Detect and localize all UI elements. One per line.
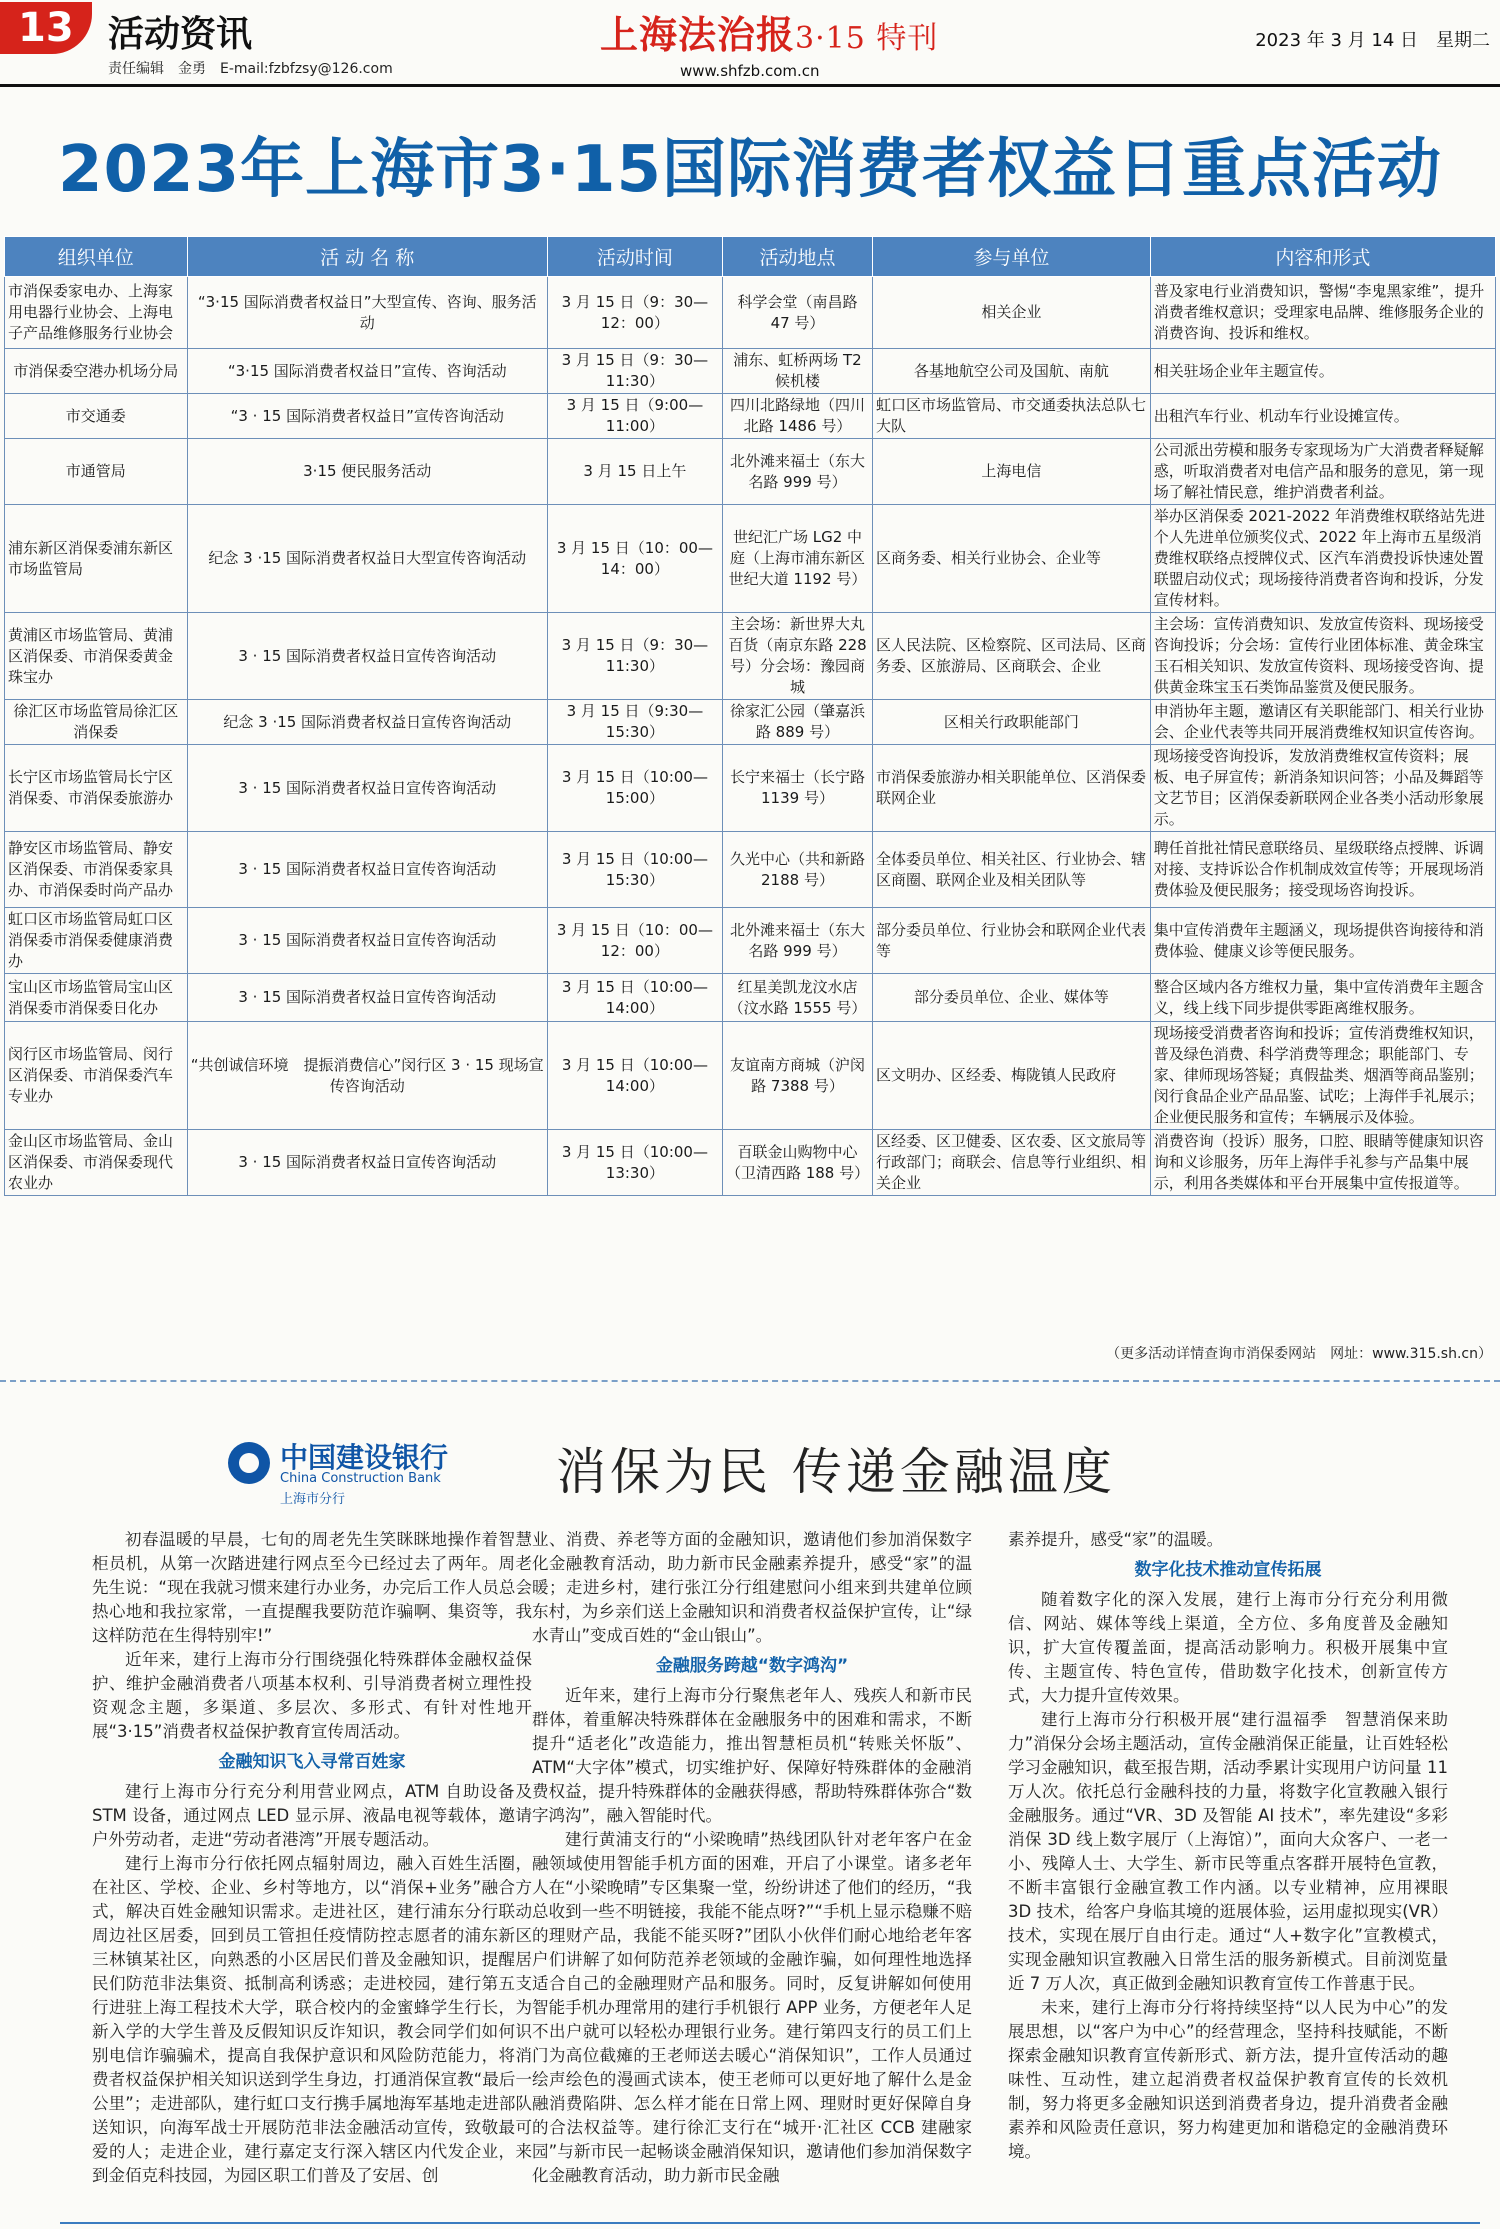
more-info-note: （更多活动详情查询市消保委网站 网址：www.315.sh.cn） — [1106, 1346, 1492, 1362]
table-cell: 3 月 15 日（10:00—14:00） — [547, 974, 722, 1022]
table-cell: 区相关行政职能部门 — [873, 700, 1151, 745]
table-cell: 整合区域内各方维权力量，集中宣传消费年主题含义，线上线下同步提供零距离维权服务。 — [1150, 974, 1495, 1022]
article-column-2 — [532, 1528, 972, 2188]
table-header-cell: 活 动 名 称 — [187, 237, 547, 277]
table-header-cell: 参与单位 — [873, 237, 1151, 277]
table-cell: 现场接受咨询投诉，发放消费维权宣传资料；展板、电子屏宣传；新消条知识问答；小品及舞蹈等文艺节目；区消保委新联网企业各类小活动形象展示。 — [1150, 745, 1495, 832]
table-row — [5, 439, 1496, 505]
table-cell: 上海电信 — [873, 439, 1151, 505]
table-header-cell: 组织单位 — [5, 237, 188, 277]
table-cell: 长宁区市场监管局长宁区消保委、市消保委旅游办 — [5, 745, 188, 832]
table-cell: 百联金山购物中心（卫清西路 188 号） — [722, 1130, 872, 1196]
table-row — [5, 349, 1496, 394]
table-cell: 3 月 15 日（10:00—13:30） — [547, 1130, 722, 1196]
table-cell: 浦东、虹桥两场 T2 候机楼 — [722, 349, 872, 394]
ccb-logo-en: China Construction Bank — [280, 1471, 441, 1486]
table-cell: 聘任首批社情民意联络员、星级联络点授牌、诉调对接、支持诉讼合作机制成效宣传等；开展现场消费体验及便民服务；接受现场咨询投诉。 — [1150, 832, 1495, 908]
table-row — [5, 1130, 1496, 1196]
masthead — [600, 4, 938, 59]
table-cell: 3 月 15 日（9：30—11:30） — [547, 613, 722, 700]
table-cell: 3 · 15 国际消费者权益日宣传咨询活动 — [187, 832, 547, 908]
table-cell: 久光中心（共和新路 2188 号） — [722, 832, 872, 908]
table-cell: 3 月 15 日（9：30—12：00） — [547, 277, 722, 349]
table-row — [5, 277, 1496, 349]
ccb-logo-branch: 上海市分行 — [280, 1492, 346, 1507]
table-cell: 区文明办、区经委、梅陇镇人民政府 — [873, 1022, 1151, 1130]
article-paragraph: 业、消费、养老等方面的金融知识，邀请他们参加消保数字化金融教育活动，助力新市民金融素养提升，感受“家”的温暖；走进乡村，建行张江分行组建慰问小组来到共建单位顾东村，为乡亲们送上金融知识和消费者权益保护宣传，让“绿水青山”变成百姓的“金山银山”。 — [532, 1530, 972, 1645]
table-row — [5, 745, 1496, 832]
table-cell: 主会场：新世界大丸百货（南京东路 228 号）分会场：豫园商城 — [722, 613, 872, 700]
section-divider — [0, 1380, 1500, 1382]
table-cell: 3 月 15 日（10:00—14:00） — [547, 1022, 722, 1130]
table-cell: 出租汽车行业、机动车行业设摊宣传。 — [1150, 394, 1495, 439]
editor-line: 责任编辑 金勇 E-mail:fzbfzsy@126.com — [108, 61, 393, 77]
table-cell: “3 · 15 国际消费者权益日”宣传咨询活动 — [187, 394, 547, 439]
table-cell: 虹口区市场监管局、市交通委执法总队七大队 — [873, 394, 1151, 439]
table-cell: 消费咨询（投诉）服务，口腔、眼睛等健康知识咨询和义诊服务，历年上海伴手礼参与产品集中展示，利用各类媒体和平台开展集中宣传报道等。 — [1150, 1130, 1495, 1196]
website-url[interactable]: www.shfzb.com.cn — [680, 62, 820, 80]
table-cell: 红星美凯龙汶水店（汶水路 1555 号） — [722, 974, 872, 1022]
page-header — [0, 0, 1500, 90]
table-cell: 3 月 15 日（10：00—14：00） — [547, 505, 722, 613]
table-header-cell: 内容和形式 — [1150, 237, 1495, 277]
article-paragraph: 初春温暖的早晨，七旬的周老先生笑眯眯地操作着智慧柜员机，从第一次踏进建行网点至今已经过去了两年。周老先生说：“现在我就习惯来建行办业务，办完后工作人员总会热心地和我拉家常，一直提醒我要防范诈骗啊、集资等，我这样防范在生得特别牢!” — [92, 1530, 532, 1645]
article-subheading: 金融服务跨越“数字鸿沟” — [655, 1656, 849, 1676]
table-cell: 3 · 15 国际消费者权益日宣传咨询活动 — [187, 745, 547, 832]
activities-table — [4, 236, 1496, 1196]
masthead-name: 上海法治报 — [600, 12, 796, 57]
table-cell: 各基地航空公司及国航、南航 — [873, 349, 1151, 394]
table-cell: 纪念 3 ·15 国际消费者权益日宣传咨询活动 — [187, 700, 547, 745]
ccb-logo-mark-icon — [228, 1442, 270, 1484]
article-paragraph: 建行上海市分行充分利用营业网点，ATM 自助设备及 STM 设备，通过网点 LED 显示屏、液晶电视等载体，邀请户外劳动者，走进“劳动者港湾”开展专题活动。 — [92, 1782, 532, 1849]
section-title: 活动资讯 — [108, 13, 253, 55]
table-cell: 市交通委 — [5, 394, 188, 439]
table-row — [5, 832, 1496, 908]
table-cell: 公司派出劳模和服务专家现场为广大消费者释疑解惑，听取消费者对电信产品和服务的意见，第一现场了解社情民意，维护消费者利益。 — [1150, 439, 1495, 505]
article-paragraph: 近年来，建行上海市分行聚焦老年人、残疾人和新市民群体，着重解决特殊群体在金融服务中的困难和需求，不断提升“适老化”改造能力，推出智慧柜员机“转账关怀版”、ATM“大字体”模式，切实维护好、保障好特殊群体的金融消费权益，提升特殊群体的金融获得感，帮助特殊群体弥合“数字鸿沟”，融入智能时代。 — [532, 1686, 972, 1825]
article-paragraph: 建行上海市分行积极开展“建行温福季 智慧消保来助力”消保分会场主题活动，宣传金融消保正能量，让百姓轻松学习金融知识，截至报告期，活动季累计实现用户访问量 11 万人次。依托总行金融科技的力量，将数字化宣教融入银行金融服务。通过“VR、3D 及智能 AI 技术”，率先建设“多彩消保 3D 线上数字展厅（上海馆）”，面向大众客户、一老一小、残障人士、大学生、新市民等重点客群开展特色宣教，不断丰富银行金融宣教工作内涵。以专业精神，应用裸眼 3D 技术，给客户身临其境的逛展体验，运用虚拟现实(VR）技术，实现在展厅自由行走。通过“人+数字化”宣教模式，实现金融知识宣教融入日常生活的服务新模式。目前浏览量近 7 万人次，真正做到金融知识教育宣传工作普惠于民。 — [1008, 1710, 1448, 1993]
article-paragraph: 建行上海市分行依托网点辐射周边，融入百姓生活圈，在社区、学校、企业、乡村等地方，以“消保+业务”融合方式，解决百姓金融知识需求。走进社区，建行浦东分行联动周边社区居委，回到员工管担任疫情防控志愿者的浦东新区三林镇某社区，向熟悉的小区居民们普及金融知识，提醒居民们防范非法集资、抵制高利诱惑；走进校园，建行第五支行进驻上海工程技术大学，联合校内的金蜜蜂学生行长，为新入学的大学生普及反假知识反诈知识，教会同学们如何识别电信诈骗骗术，提高自我保护意识和风险防范能力，将消费者权益保护相关知识送到学生身边，打通消保宣教“最后一公里”；走进部队，建行虹口支行携手属地海军基地走进部队送知识，向海军战士开展防范非法金融活动宣传，致敬最可爱的人；走进企业，建行嘉定支行深入辖区内代发企业，来到金佰克科技园，为园区职工们普及了安居、创 — [92, 1854, 532, 2185]
table-cell: 世纪汇广场 LG2 中庭（上海市浦东新区世纪大道 1192 号） — [722, 505, 872, 613]
ad-title: 消保为民 传递金融温度 — [556, 1443, 1116, 1501]
table-cell: 3 · 15 国际消费者权益日宣传咨询活动 — [187, 974, 547, 1022]
table-cell: 3·15 便民服务活动 — [187, 439, 547, 505]
bottom-rule — [60, 2222, 1480, 2224]
table-cell: “3·15 国际消费者权益日”大型宣传、咨询、服务活动 — [187, 277, 547, 349]
table-cell: 四川北路绿地（四川北路 1486 号） — [722, 394, 872, 439]
table-row — [5, 505, 1496, 613]
table-body — [5, 277, 1496, 1196]
main-title: 2023年上海市3·15国际消费者权益日重点活动 — [57, 133, 1443, 207]
table-row — [5, 1022, 1496, 1130]
table-cell: 3 月 15 日（9:30—15:30） — [547, 700, 722, 745]
header-rule — [0, 84, 1500, 87]
table-row — [5, 908, 1496, 974]
table-cell: 3 月 15 日（9:00—11:00） — [547, 394, 722, 439]
table-cell: 静安区市场监管局、静安区消保委、市消保委家具办、市消保委时尚产品办 — [5, 832, 188, 908]
table-row — [5, 700, 1496, 745]
table-cell: 3 · 15 国际消费者权益日宣传咨询活动 — [187, 908, 547, 974]
table-cell: 区人民法院、区检察院、区司法局、区商务委、区旅游局、区商联会、企业 — [873, 613, 1151, 700]
table-cell: 3 月 15 日（9：30—11:30） — [547, 349, 722, 394]
table-cell: 部分委员单位、行业协会和联网企业代表等 — [873, 908, 1151, 974]
table-cell: 浦东新区消保委浦东新区市场监管局 — [5, 505, 188, 613]
table-cell: 3 · 15 国际消费者权益日宣传咨询活动 — [187, 613, 547, 700]
page-number: 13 — [0, 2, 92, 54]
table-header-cell: 活动时间 — [547, 237, 722, 277]
table-cell: 长宁来福士（长宁路 1139 号） — [722, 745, 872, 832]
table-cell: 区经委、区卫健委、区农委、区文旅局等行政部门；商联会、信息等行业组织、相关企业 — [873, 1130, 1151, 1196]
table-cell: 相关企业 — [873, 277, 1151, 349]
table-row — [5, 974, 1496, 1022]
article-subheading: 金融知识飞入寻常百姓家 — [218, 1752, 406, 1772]
table-cell: 北外滩来福士（东大名路 999 号） — [722, 908, 872, 974]
table-cell: 3 月 15 日（10:00—15:30） — [547, 832, 722, 908]
table-cell: “3·15 国际消费者权益日”宣传、咨询活动 — [187, 349, 547, 394]
table-cell: 全体委员单位、相关社区、行业协会、辖区商圈、联网企业及相关团队等 — [873, 832, 1151, 908]
table-cell: 黄浦区市场监管局、黄浦区消保委、市消保委黄金珠宝办 — [5, 613, 188, 700]
table-cell: 宝山区市场监管局宝山区消保委市消保委日化办 — [5, 974, 188, 1022]
table-cell: 科学会堂（南昌路 47 号） — [722, 277, 872, 349]
table-cell: 申消协年主题，邀请区有关职能部门、相关行业协会、企业代表等共同开展消费维权知识宣传咨询。 — [1150, 700, 1495, 745]
article-paragraph: 素养提升，感受“家”的温暖。 — [1008, 1530, 1224, 1549]
article-column-1 — [92, 1528, 532, 2188]
table-cell: 友谊南方商城（沪闵路 7388 号） — [722, 1022, 872, 1130]
table-cell: 金山区市场监管局、金山区消保委、市消保委现代农业办 — [5, 1130, 188, 1196]
table-header-row — [5, 237, 1496, 277]
table-cell: 集中宣传消费年主题涵义，现场提供咨询接待和消费体验、健康义诊等便民服务。 — [1150, 908, 1495, 974]
table-cell: 现场接受消费者咨询和投诉；宣传消费维权知识，普及绿色消费、科学消费等理念；职能部门、专家、律师现场答疑；真假盐类、烟酒等商品鉴别；闵行食品企业产品品鉴、试吃；上海伴手礼展示；企业便民服务和宣传；车辆展示及体验。 — [1150, 1022, 1495, 1130]
table-row — [5, 394, 1496, 439]
table-cell: 市通管局 — [5, 439, 188, 505]
table-cell: 徐汇区市场监管局徐汇区消保委 — [5, 700, 188, 745]
table-cell: 举办区消保委 2021-2022 年消费维权联络站先进个人先进单位颁奖仪式、2022 年上海市五星级消费维权联络点授牌仪式、区汽车消费投诉快速处置联盟启动仪式；现场接待消费者咨询和投诉，分发宣传材料。 — [1150, 505, 1495, 613]
table-header-cell: 活动地点 — [722, 237, 872, 277]
table-cell: 北外滩来福士（东大名路 999 号） — [722, 439, 872, 505]
article-paragraph: 随着数字化的深入发展，建行上海市分行充分利用微信、网站、媒体等线上渠道，全方位、多角度普及金融知识，扩大宣传覆盖面，提高活动影响力。积极开展集中宣传、主题宣传、特色宣传，借助数字化技术，创新宣传方式，大力提升宣传效果。 — [1008, 1590, 1448, 1705]
ccb-logo-cn: 中国建设银行 — [280, 1441, 449, 1474]
table-cell: 3 月 15 日（10:00—15:00） — [547, 745, 722, 832]
article-paragraph: 近年来，建行上海市分行围绕强化特殊群体金融权益保护、维护金融消费者八项基本权利、引导消费者树立理性投资观念主题，多渠道、多层次、多形式、有针对性地开展“3·15”消费者权益保护教育宣传周活动。 — [92, 1650, 532, 1741]
article-paragraph: 建行黄浦支行的“小梁晚晴”热线团队针对老年客户在金融领域使用智能手机方面的困难，开启了小课堂。诸多老年人在“小梁晚晴”专区集聚一堂，纷纷讲述了他们的经历，“我总收到一些不明链接，我能不能点呀?”“手机上显示稳赚不赔的理财产品，我能不能买呀?”团队小伙伴们耐心地给老年客户们讲解了如何防范养老领域的金融诈骗，如何理性地选择适合自己的金融理财产品和服务。同时，反复讲解如何使用智能手机办理常用的建行手机银行 APP 业务，方便老年人足不出户就可以轻松办理银行业务。建行第四支行的员工们上门为高位截瘫的王老师送去暖心“消保知识”，工作人员通过绘声绘色的漫画式读本，使王老师可以更好地了解什么是金融消费陷阱、怎么样才能在日常上网、理财时更好保障自身的合法权益等。建行徐汇支行在“城开·汇社区 CCB 建融家园”与新市民一起畅谈金融消保知识，邀请他们参加消保数字化金融教育活动，助力新市民金融 — [532, 1830, 972, 2185]
table-cell: “共创诚信环境 提振消费信心”闵行区 3 · 15 现场宣传咨询活动 — [187, 1022, 547, 1130]
special-issue-label: 3·15 特刊 — [795, 21, 939, 56]
issue-date: 2023 年 3 月 14 日 星期二 — [1255, 30, 1490, 51]
table-cell: 虹口区市场监管局虹口区消保委市消保委健康消费办 — [5, 908, 188, 974]
table-cell: 市消保委空港办机场分局 — [5, 349, 188, 394]
table-cell: 3 月 15 日上午 — [547, 439, 722, 505]
table-cell: 市消保委旅游办相关职能单位、区消保委联网企业 — [873, 745, 1151, 832]
table-cell: 市消保委家电办、上海家用电器行业协会、上海电子产品维修服务行业协会 — [5, 277, 188, 349]
table-cell: 闵行区市场监管局、闵行区消保委、市消保委汽车专业办 — [5, 1022, 188, 1130]
article-subheading: 数字化技术推动宣传拓展 — [1134, 1560, 1322, 1580]
table-cell: 普及家电行业消费知识，警惕“李鬼黑家维”，提升消费者维权意识；受理家电品牌、维修服务企业的消费咨询、投诉和维权。 — [1150, 277, 1495, 349]
table-cell: 部分委员单位、企业、媒体等 — [873, 974, 1151, 1022]
table-cell: 相关驻场企业年主题宣传。 — [1150, 349, 1495, 394]
table-cell: 3 · 15 国际消费者权益日宣传咨询活动 — [187, 1130, 547, 1196]
article-column-3 — [1008, 1528, 1448, 2164]
table-row — [5, 613, 1496, 700]
table-cell: 3 月 15 日（10：00—12：00） — [547, 908, 722, 974]
article-paragraph: 未来，建行上海市分行将持续坚持“以人民为中心”的发展思想，以“客户为中心”的经营理念，坚持科技赋能，不断探索金融知识教育宣传新形式、新方法，提升宣传活动的趣味性、互动性，建立起消费者权益保护教育宣传的长效机制，努力将更多金融知识送到消费者身边，提升消费者金融素养和风险责任意识，努力构建更加和谐稳定的金融消费环境。 — [1008, 1998, 1448, 2161]
table-cell: 区商务委、相关行业协会、企业等 — [873, 505, 1151, 613]
table-cell: 纪念 3 ·15 国际消费者权益日大型宣传咨询活动 — [187, 505, 547, 613]
table-cell: 主会场：宣传消费知识、发放宣传资料、现场接受咨询投诉；分会场：宣传行业团体标准、黄金珠宝玉石相关知识、发放宣传资料、现场接受咨询、提供黄金珠宝玉石类饰品鉴赏及便民服务。 — [1150, 613, 1495, 700]
table-cell: 徐家汇公园（肇嘉浜路 889 号） — [722, 700, 872, 745]
